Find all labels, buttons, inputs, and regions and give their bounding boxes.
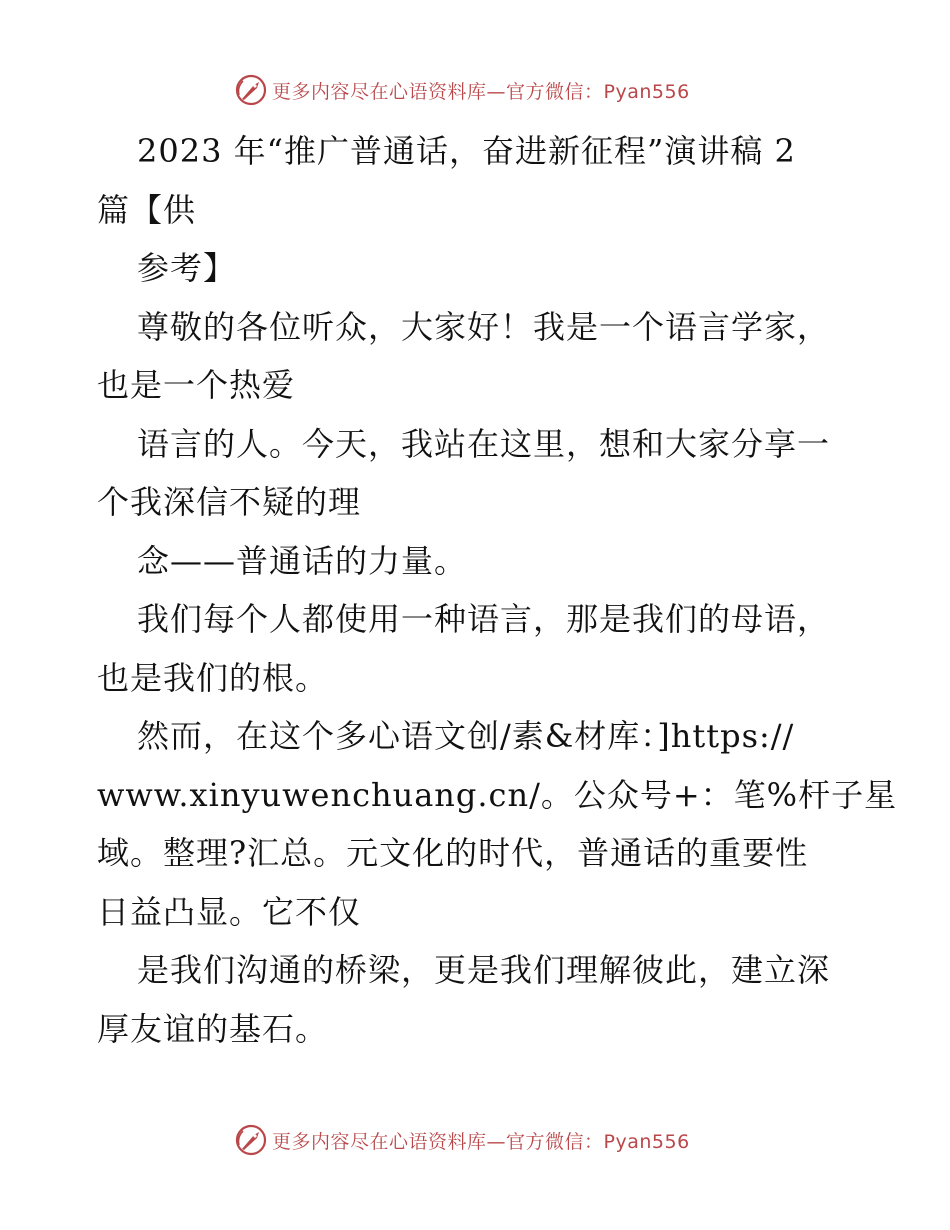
header-banner-text: 更多内容尽在心语资料库—官方微信：Pyan556 [272, 80, 690, 103]
pen-nib-logo-icon [234, 73, 268, 107]
body-line: 我们每个人都使用一种语言，那是我们的母语， [137, 600, 831, 638]
body-line: 尊敬的各位听众，大家好！我是一个语言学家， [137, 307, 831, 346]
footer-banner [234, 1120, 690, 1160]
footer-banner-text: 更多内容尽在心语资料库—官方微信：Pyan556 [272, 1130, 690, 1153]
body-line: 参考】 [137, 249, 237, 287]
body-line: 也是一个热爱 [97, 366, 296, 404]
body-line: www.xinyuwenchuang.cn/。公众号+：笔%杆子星 [97, 775, 898, 814]
body-line: 也是我们的根。 [97, 658, 329, 697]
body-line: 是我们沟通的桥梁，更是我们理解彼此，建立深 [137, 951, 831, 989]
pen-nib-logo-icon [234, 1123, 268, 1157]
body-line: 域。整理?汇总。元文化的时代，普通话的重要性 [97, 834, 809, 872]
body-line: 个我深信不疑的理 [97, 483, 362, 521]
body-line: 语言的人。今天，我站在这里，想和大家分享一 [137, 424, 831, 463]
body-line: 厚友谊的基石。 [97, 1009, 329, 1048]
body-line: 2023 年“推广普通话，奋进新征程”演讲稿 2 [137, 132, 796, 170]
body-line: 日益凸显。它不仅 [97, 892, 362, 931]
document-body [97, 122, 898, 1058]
body-line: 念——普通话的力量。 [137, 541, 468, 580]
body-line: 然而，在这个多心语文创/素&材库：]https:// [137, 717, 795, 755]
header-banner [234, 70, 690, 110]
body-line: 篇【供 [97, 190, 197, 229]
